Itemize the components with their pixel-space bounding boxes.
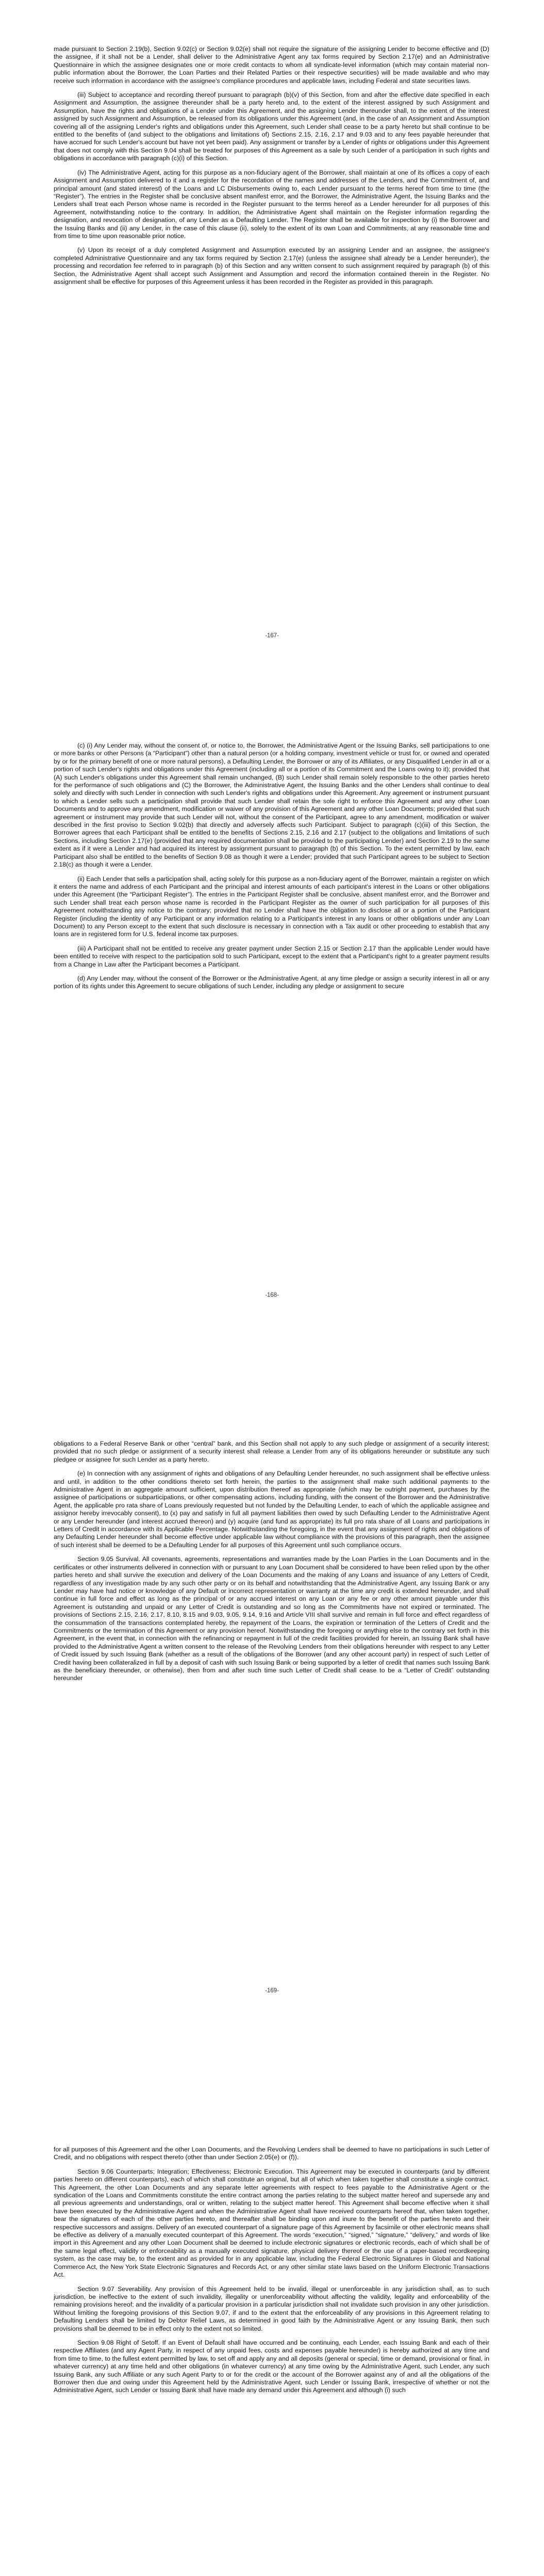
paragraph-pledge-continued: obligations to a Federal Reserve Bank or other “central” bank, and this Section shall not apply to any such pledge or assignment of a security interest; provided that no such pledge or assignment of a security interest shall release a Lender from any of its obligations hereunder or substitute any such pledgee or assignee for such Lender as a party hereto. (54, 1440, 489, 1463)
page-number: -167- (265, 633, 279, 639)
paragraph-section-9-07-severability: Section 9.07 Severability. Any provision of this Agreement held to be invalid, illegal or unenforceable in any jurisdiction shall, as to such jurisdiction, be ineffective to the extent of such invalidity, illegality or unenforceability without affecting the validity, legality and enforceability of the remaining provisions hereof; and the invalidity of a particular provision in a particular jurisdiction shall not invalidate such provision in any other jurisdiction. Without limiting the foregoing provisions of this Section 9.07, if and to the extent that the enforceability of any provisions in this Agreement relating to Defaulting Lenders shall be limited by Debtor Relief Laws, as determined in good faith by the Administrative Agent or any Issuing Bank, then such provisions shall be deemed to be in effect only to the extent not so limited. (54, 2285, 489, 2332)
paragraph-section-9-08-setoff: Section 9.08 Right of Setoff. If an Event of Default shall have occurred and be continuing, each Lender, each Issuing Bank and each of their respective Affiliates (and any Agent Party, in respect of any unpaid fees, costs and expenses payable hereunder) is hereby authorized at any time and from time to time, to the fullest extent permitted by law, to set off and apply any and all deposits (general or special, time or demand, provisional or final, in whatever currency) at any time held and other obligations (in whatever currency) at any time owing by the Administrative Agent, such Lender, any such Issuing Bank, any such Affiliate or any such Agent Party to or for the credit or the account of the Borrower against any of and all the obligations of the Borrower then due and owing under this Agreement held by the Administrative Agent, such Lender or Issuing Bank, irrespective of whether or not the Administrative Agent, such Lender or Issuing Bank shall have made any demand under this Agreement and although (i) such (54, 2338, 489, 2394)
paragraph-register: (iv) The Administrative Agent, acting for this purpose as a non-fiduciary agent of the Borrower, shall maintain at one of its offices a copy of each Assignment and Assumption delivered to it and a register for the recordation of the names and addresses of the Lenders, and the Commitment of, and principal amount (and stated interest) of the Loans and LC Disbursements owing to, each Lender pursuant to the terms hereof from time to time (the “Register”). The entries in the Register shall be conclusive absent manifest error, and the Borrower, the Administrative Agent, the Issuing Banks and the Lenders shall treat each Person whose name is recorded in the Register pursuant to the terms hereof as a Lender hereunder for all purposes of this Agreement, notwithstanding notice to the contrary. In addition, the Administrative Agent shall maintain on the Register information regarding the designation, and revocation of designation, of any Lender as a Defaulting Lender. The Register shall be available for inspection by (i) the Borrower and the Issuing Banks and (ii) any Lender, in the case of this clause (ii), solely to the extent of its own Loan and Commitments, at any reasonable time and from time to time upon reasonable prior notice. (54, 168, 489, 240)
document-page-170 (0, 2146, 544, 2401)
paragraph-survival-continued: for all purposes of this Agreement and the other Loan Documents, and the Revolving Lenders shall be deemed to have no participations in such Letter of Credit, and no obligations with respect thereto (other than under Section 2.05(e) or (f)). (54, 2146, 489, 2161)
paragraph-participations: (c) (i) Any Lender may, without the consent of, or notice to, the Borrower, the Administrative Agent or the Issuing Banks, sell participations to one or more banks or other Persons (a “Participant”) other than a natural person (or a holding company, investment vehicle or trust for, or owned and operated by or for the primary benefit of one or more natural persons), a Defaulting Lender, the Borrower or any of its Affiliates, or any Disqualified Lender in all or a portion of such Lender's rights and obligations under this Agreement (including all or a portion of its Commitment and the Loans owing to it); provided that (A) such Lender's obligations under this Agreement shall remain unchanged, (B) such Lender shall remain solely responsible to the other parties hereto for the performance of such obligations and (C) the Borrower, the Administrative Agent, the Issuing Banks and the other Lenders shall continue to deal solely and directly with such Lender in connection with such Lender's rights and obligations under this Agreement. Any agreement or instrument pursuant to which a Lender sells such a participation shall provide that such Lender shall retain the sole right to enforce this Agreement and any other Loan Documents and to approve any amendment, modification or waiver of any provision of this Agreement and any other Loan Documents; provided that such agreement or instrument may provide that such Lender will not, without the consent of the Participant, agree to any amendment, modification or waiver described in the first proviso to Section 9.02(b) that directly and adversely affects such Participant. Subject to paragraph (c)(iii) of this Section, the Borrower agrees that each Participant shall be entitled to the benefits of Sections 2.15, 2.16 and 2.17 (subject to the obligations and limitations of such Sections, including Section 2.17(e) (provided that any required documentation shall be provided to the participating Lender) and Section 2.19 to the same extent as if it were a Lender and had acquired its interest by assignment pursuant to paragraph (b) of this Section. To the extent permitted by law, each Participant also shall be entitled to the benefits of Section 9.08 as though it were a Lender; provided that such Participant agrees to be subject to Section 2.18(c) as though it were a Lender. (54, 742, 489, 869)
page-number: -169- (265, 1988, 279, 1994)
paragraph-assignment-conditions: made pursuant to Section 2.19(b), Section 9.02(c) or Section 9.02(e) shall not require the signature of the assigning Lender to become effective and (D) the assignee, if it shall not be a Lender, shall deliver to the Administrative Agent any tax forms required by Section 2.17(e) and an Administrative Questionnaire in which the assignee designates one or more credit contacts to whom all syndicate-level information (which may contain material non-public information about the Borrower, the Loan Parties and their Related Parties or their respective securities) will be made available and who may receive such information in accordance with the assignee's compliance procedures and applicable laws, including Federal and state securities laws. (54, 45, 489, 84)
document-page-168 (0, 742, 544, 997)
page-number: -168- (265, 1292, 279, 1298)
paragraph-recordation: (v) Upon its receipt of a duly completed Assignment and Assumption executed by an assigning Lender and an assignee, the assignee's completed Administrative Questionnaire and any tax forms required by Section 2.17(e) (unless the assignee shall already be a Lender hereunder), the processing and recordation fee referred to in paragraph (b) of this Section and any written consent to such assignment required by paragraph (b) of this Section, the Administrative Agent shall accept such Assignment and Assumption and record the information contained therein in the Register. No assignment shall be effective for purposes of this Agreement unless it has been recorded in the Register as provided in this paragraph. (54, 246, 489, 285)
paragraph-participant-register: (ii) Each Lender that sells a participation shall, acting solely for this purpose as a non-fiduciary agent of the Borrower, maintain a register on which it enters the name and address of each Participant and the principal and interest amounts of each participant's interest in the Loans or other obligations under this Agreement (the “Participant Register”). The entries in the Participant Register shall be conclusive, absent manifest error, and the Borrower and such Lender shall treat each person whose name is recorded in the Participant Register as the owner of such participation for all purposes of this Agreement notwithstanding any notice to the contrary; provided that no Lender shall have the obligation to disclose all or a portion of the Participant Register (including the identity of any Participant or any information relating to a Participant's interest in any loans or other obligations under any Loan Document) to any Person except to the extent that such disclosure is necessary in connection with a Tax audit or other proceeding to establish that any loans are in registered form for U.S. federal income tax purposes. (54, 875, 489, 938)
paragraph-section-9-06-counterparts: Section 9.06 Counterparts; Integration; Effectiveness; Electronic Execution. This Agreement may be executed in counterparts (and by different parties hereto on different counterparts), each of which shall constitute an original, but all of which when taken together shall constitute a single contract. This Agreement, the other Loan Documents and any separate letter agreements with respect to fees payable to the Administrative Agent or the syndication of the Loans and Commitments constitute the entire contract among the parties relating to the subject matter hereof and supersede any and all previous agreements and understandings, oral or written, relating to the subject matter hereof. This Agreement shall become effective when it shall have been executed by the Administrative Agent and when the Administrative Agent shall have received counterparts hereof that, when taken together, bear the signatures of each of the other parties hereto, and thereafter shall be binding upon and inure to the benefit of the parties hereto and their respective successors and assigns. Delivery of an executed counterpart of a signature page of this Agreement by facsimile or other electronic means shall be effective as delivery of a manually executed counterpart of this Agreement. The words “execution,” “signed,” “signature,” “delivery,” and words of like import in this Agreement and any other Loan Document shall be deemed to include electronic signatures or electronic records, each of which shall be of the same legal effect, validity or enforceability as a manually executed signature, physical delivery thereof or the use of a paper-based recordkeeping system, as the case may be, to the extent and as provided for in any applicable law, including the Federal Electronic Signatures in Global and National Commerce Act, the New York State Electronic Signatures and Records Act, or any other similar state laws based on the Uniform Electronic Transactions Act. (54, 2167, 489, 2279)
document-page-169 (0, 1440, 544, 1689)
document-page-167 (0, 45, 544, 292)
paragraph-section-9-05-survival: Section 9.05 Survival. All covenants, agreements, representations and warranties made by the Loan Parties in the Loan Documents and in the certificates or other instruments delivered in connection with or pursuant to any Loan Document shall be considered to have been relied upon by the other parties hereto and shall survive the execution and delivery of the Loan Documents and the making of any Loans and issuance of any Letters of Credit, regardless of any investigation made by any such other party or on its behalf and notwithstanding that the Administrative Agent, any Issuing Bank or any Lender may have had notice or knowledge of any Default or incorrect representation or warranty at the time any credit is extended hereunder, and shall continue in full force and effect as long as the principal of or any accrued interest on any Loan or any fee or any other amount payable under this Agreement is outstanding and unpaid or any Letter of Credit is outstanding and so long as the Commitments have not expired or terminated. The provisions of Sections 2.15, 2.16, 2.17, 8.10, 8.15 and 9.03, 9.05, 9.14, 9.16 and Article VIII shall survive and remain in full force and effect regardless of the consummation of the transactions contemplated hereby, the repayment of the Loans, the expiration or termination of the Letters of Credit and the Commitments or the termination of this Agreement or any provision hereof. Notwithstanding the foregoing or anything else to the contrary set forth in this Agreement, in the event that, in connection with the refinancing or repayment in full of the credit facilities provided for herein, an Issuing Bank shall have provided to the Administrative Agent a written consent to the release of the Revolving Lenders from their obligations hereunder with respect to any Letter of Credit issued by such Issuing Bank (whether as a result of the obligations of the Borrower (and any other account party) in respect of such Letter of Credit having been collateralized in full by a deposit of cash with such Issuing Bank or being supported by a letter of credit that names such Issuing Bank as the beneficiary thereunder, or otherwise), then from and after such time such Letter of Credit shall cease to be a “Letter of Credit” outstanding hereunder (54, 1555, 489, 1682)
paragraph-pledge: (d) Any Lender may, without the consent of the Borrower or the Administrative Agent, at any time pledge or assign a security interest in all or any portion of its rights under this Agreement to secure obligations of such Lender, including any pledge or assignment to secure (54, 974, 489, 990)
paragraph-defaulting-lender-assignment: (e) In connection with any assignment of rights and obligations of any Defaulting Lender hereunder, no such assignment shall be effective unless and until, in addition to the other conditions thereto set forth herein, the parties to the assignment shall make such additional payments to the Administrative Agent in an aggregate amount sufficient, upon distribution thereof as appropriate (which may be outright payment, purchases by the assignee of participations or subparticipations, or other compensating actions, including funding, with the consent of the Borrower and the Administrative Agent, the applicable pro rata share of Loans previously requested but not funded by the Defaulting Lender, to each of which the applicable assignee and assignor hereby irrevocably consent), to (x) pay and satisfy in full all payment liabilities then owed by such Defaulting Lender to the Administrative Agent or any Lender hereunder (and interest accrued thereon) and (y) acquire (and fund as appropriate) its full pro rata share of all Loans and participations in Letters of Credit in accordance with its Applicable Percentage. Notwithstanding the foregoing, in the event that any assignment of rights and obligations of any Defaulting Lender hereunder shall become effective under applicable law without compliance with the provisions of this paragraph, then the assignee of such interest shall be deemed to be a Defaulting Lender for all purposes of this Agreement until such compliance occurs. (54, 1470, 489, 1549)
paragraph-participant-limitation: (iii) A Participant shall not be entitled to receive any greater payment under Section 2.15 or Section 2.17 than the applicable Lender would have been entitled to receive with respect to the participation sold to such Participant, except to the extent that a Participant's right to a greater payment results from a Change in Law after the Participant becomes a Participant. (54, 944, 489, 968)
paragraph-assignment-effect: (iii) Subject to acceptance and recording thereof pursuant to paragraph (b)(v) of this Section, from and after the effective date specified in each Assignment and Assumption, the assignee thereunder shall be a party hereto and, to the extent of the interest assigned by such Assignment and Assumption, have the rights and obligations of a Lender under this Agreement, and the assigning Lender thereunder shall, to the extent of the interest assigned by such Assignment and Assumption, be released from its obligations under this Agreement (and, in the case of an Assignment and Assumption covering all of the assigning Lender's rights and obligations under this Agreement, such Lender shall cease to be a party hereto but shall continue to be entitled to the benefits of (and subject to the obligations and limitations of) Sections 2.15, 2.16, 2.17 and 9.03 and to any fees payable hereunder that have accrued for such Lender's account but have not yet been paid). Any assignment or transfer by a Lender of rights or obligations under this Agreement that does not comply with this Section 9.04 shall be treated for purposes of this Agreement as a sale by such Lender of a participation in such rights and obligations in accordance with paragraph (c)(i) of this Section. (54, 91, 489, 162)
